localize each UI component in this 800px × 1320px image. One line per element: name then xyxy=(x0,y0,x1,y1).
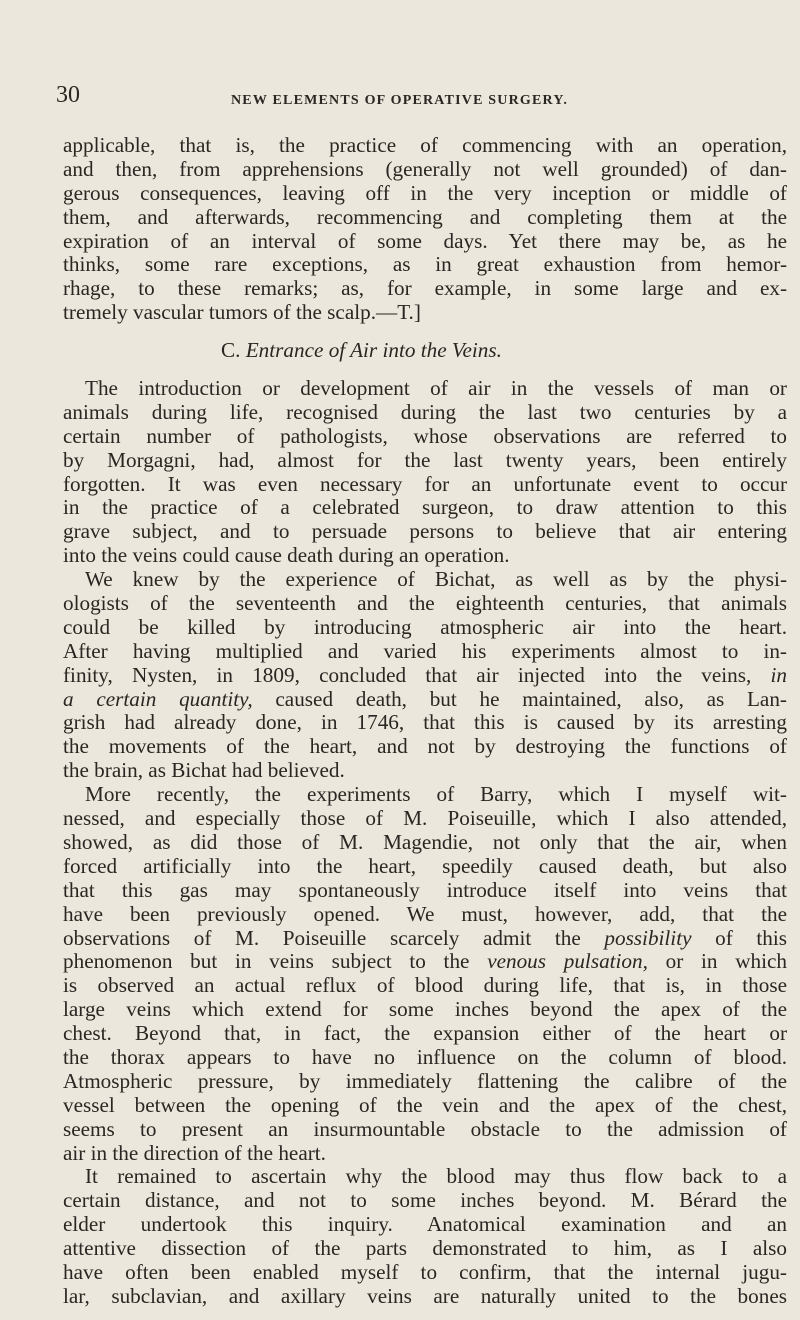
text-line: certain number of pathologists, whose observations are referred to xyxy=(63,424,787,448)
text-line: After having multiplied and varied his experiments almost to in- xyxy=(63,639,787,663)
page-number: 30 xyxy=(56,82,80,108)
text-line: the movements of the heart, and not by destroying the functions of xyxy=(63,735,787,759)
text-line: by Morgagni, had, almost for the last twenty years, been entirely xyxy=(63,448,787,472)
text-run: or in which xyxy=(665,950,787,974)
running-head xyxy=(56,80,768,110)
text-line: have often been enabled myself to confirm, that the internal jugu- xyxy=(63,1260,787,1284)
text-line: forced artificially into the heart, speedily caused death, but also xyxy=(63,854,787,878)
text-line: the thorax appears to have no influence on the column of blood. xyxy=(63,1045,787,1069)
text-line: animals during life, recognised during the last two centuries by a xyxy=(63,400,787,424)
text-line: expiration of an interval of some days. Yet there may be, as he xyxy=(63,229,787,253)
text-run: finity, Nysten, in 1809, concluded that air injected into the veins, xyxy=(63,663,752,687)
italic-run: a certain quantity, xyxy=(63,687,253,711)
text-line: thinks, some rare exceptions, as in great exhaustion from hemor- xyxy=(63,253,787,277)
text-line xyxy=(63,688,787,712)
text-line: the brain, as Bichat had believed. xyxy=(63,759,345,783)
text-line: showed, as did those of M. Magendie, not only that the air, when xyxy=(63,830,787,854)
text-run: caused death, but he maintained, also, as Lan- xyxy=(275,687,787,711)
text-line: into the veins could cause death during an operation. xyxy=(63,544,510,568)
text-line: forgotten. It was even necessary for an unfortunate event to occur xyxy=(63,472,787,496)
text-line: have been previously opened. We must, however, add, that the xyxy=(63,902,787,926)
text-line: The introduction or development of air in the vessels of man or xyxy=(85,377,787,401)
text-run: observations of M. Poiseuille scarcely admit the xyxy=(63,926,581,950)
text-line: air in the direction of the heart. xyxy=(63,1141,326,1165)
text-line: and then, from apprehensions (generally not well grounded) of dan- xyxy=(63,157,787,181)
body-text xyxy=(63,134,787,1309)
text-line: vessel between the opening of the vein and the apex of the chest, xyxy=(63,1093,787,1117)
section-letter: C. xyxy=(221,338,241,363)
text-line: tremely vascular tumors of the scalp.—T.] xyxy=(63,301,421,325)
text-line: nessed, and especially those of M. Poiseuille, which I also attended, xyxy=(63,807,787,831)
section-title: Entrance of Air into the Veins. xyxy=(245,338,502,363)
running-title: NEW ELEMENTS OF OPERATIVE SURGERY. xyxy=(231,93,569,108)
text-line: lar, subclavian, and axillary veins are naturally united to the bones xyxy=(63,1284,787,1308)
italic-run: possibility xyxy=(604,926,692,950)
italic-run: venous pulsation, xyxy=(487,950,648,974)
text-line: in the practice of a celebrated surgeon, to draw attention to this xyxy=(63,496,787,520)
text-line: More recently, the experiments of Barry, which I myself wit- xyxy=(85,783,787,807)
text-line: could be killed by introducing atmospheric air into the heart. xyxy=(63,615,787,639)
text-line xyxy=(63,927,787,951)
text-run: phenomenon but in veins subject to the xyxy=(63,950,470,974)
italic-run: in xyxy=(770,663,787,687)
text-line: attentive dissection of the parts demonstrated to him, as I also xyxy=(63,1237,787,1261)
text-line: rhage, to these remarks; as, for example, in some large and ex- xyxy=(63,277,787,301)
text-line: is observed an actual reflux of blood during life, that is, in those xyxy=(63,974,787,998)
text-line: certain distance, and not to some inches beyond. M. Bérard the xyxy=(63,1189,787,1213)
text-line: large veins which extend for some inches beyond the apex of the xyxy=(63,998,787,1022)
text-line: gerous consequences, leaving off in the very inception or middle of xyxy=(63,181,787,205)
text-line xyxy=(63,664,787,688)
text-line: that this gas may spontaneously introduce itself into veins that xyxy=(63,878,787,902)
text-line: them, and afterwards, recommencing and completing them at the xyxy=(63,205,787,229)
text-line: elder undertook this inquiry. Anatomical examination and an xyxy=(63,1213,787,1237)
text-line: grave subject, and to persuade persons to believe that air entering xyxy=(63,520,787,544)
text-line: Atmospheric pressure, by immediately flattening the calibre of the xyxy=(63,1069,787,1093)
text-line: seems to present an insurmountable obstacle to the admission of xyxy=(63,1117,787,1141)
text-line: chest. Beyond that, in fact, the expansion either of the heart or xyxy=(63,1022,787,1046)
text-line: ologists of the seventeenth and the eighteenth centuries, that animals xyxy=(63,592,787,616)
text-line xyxy=(63,950,787,974)
text-line: It remained to ascertain why the blood may thus flow back to a xyxy=(85,1165,787,1189)
text-run: of this xyxy=(715,926,787,950)
section-heading xyxy=(63,339,787,363)
text-line: applicable, that is, the practice of commencing with an operation, xyxy=(63,134,787,157)
text-line: grish had already done, in 1746, that this is caused by its arresting xyxy=(63,711,787,735)
text-line: We knew by the experience of Bichat, as well as by the physi- xyxy=(85,568,787,592)
